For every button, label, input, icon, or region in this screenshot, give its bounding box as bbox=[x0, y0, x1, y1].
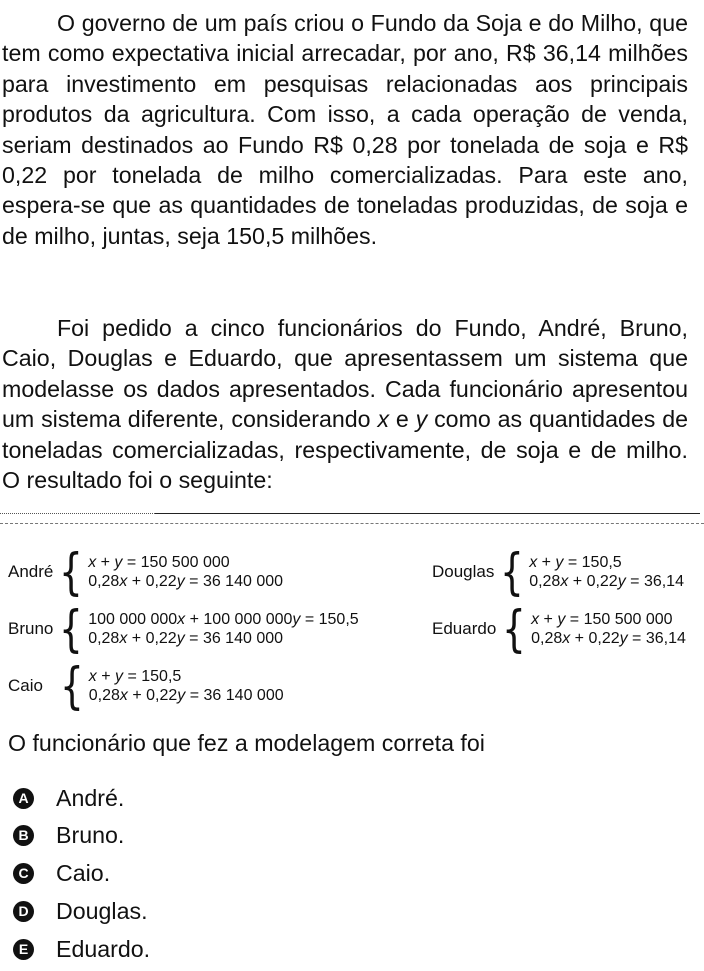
brace-symbol: { bbox=[59, 657, 84, 715]
option-e-badge: E bbox=[13, 939, 34, 960]
system-bruno-equation-2: 0,28x + 0,22y = 36 140 000 bbox=[88, 630, 284, 647]
brace-symbol: { bbox=[59, 600, 84, 658]
system-andre-equation-2: 0,28x + 0,22y = 36 140 000 bbox=[88, 573, 284, 590]
system-bruno-equation-1: 100 000 000x + 100 000 000y = 150,5 bbox=[88, 611, 359, 628]
system-caio-equation-2: 0,28x + 0,22y = 36 140 000 bbox=[88, 687, 284, 704]
system-caio-name: Caio bbox=[8, 676, 43, 695]
option-b[interactable] bbox=[13, 820, 124, 850]
option-c-badge: C bbox=[13, 863, 34, 884]
system-douglas-equation-2: 0,28x + 0,22y = 36,14 bbox=[529, 573, 684, 590]
option-b-badge: B bbox=[13, 825, 34, 846]
brace-symbol: { bbox=[500, 543, 525, 601]
option-a-badge: A bbox=[13, 788, 34, 809]
system-bruno-name: Bruno bbox=[8, 619, 54, 638]
option-a-label: André. bbox=[56, 785, 125, 811]
option-c[interactable] bbox=[13, 858, 110, 888]
separator-dashed bbox=[0, 523, 704, 524]
option-d-badge: D bbox=[13, 901, 34, 922]
brace-symbol: { bbox=[59, 543, 84, 601]
system-caio-equation-1: x + y = 150,5 bbox=[88, 668, 182, 685]
system-eduardo bbox=[432, 600, 686, 658]
option-e-label: Eduardo. bbox=[56, 936, 151, 962]
separator-solid bbox=[155, 513, 700, 514]
system-bruno bbox=[8, 600, 359, 658]
system-eduardo-equation-1: x + y = 150 500 000 bbox=[531, 611, 673, 628]
option-a[interactable] bbox=[13, 783, 124, 813]
option-d[interactable] bbox=[13, 896, 148, 926]
option-b-label: Bruno. bbox=[56, 822, 125, 848]
brace-symbol: { bbox=[502, 600, 527, 658]
system-eduardo-equation-2: 0,28x + 0,22y = 36,14 bbox=[531, 630, 686, 647]
separator-dotted bbox=[0, 513, 155, 514]
system-douglas bbox=[432, 543, 684, 601]
system-douglas-equation-1: x + y = 150,5 bbox=[529, 554, 622, 571]
system-douglas-name: Douglas bbox=[432, 562, 495, 581]
system-andre bbox=[8, 543, 284, 601]
option-c-label: Caio. bbox=[56, 860, 111, 886]
paragraph-intro: O governo de um país criou o Fundo da Soja e do Milho, que tem como expectativa inicial arrecadar, por ano, R$ 36,14 milhões para investimento em pesquisas relacionadas aos principais produtos da agricultura. Com isso, a cada operação de venda, seriam destinados ao Fundo R$ 0,28 por tonelada de soja e R$ 0,22 por tonelada de milho comercializadas. Para este ano, espera-se que as quantidades de toneladas produzidas, de soja e de milho, juntas, seja 150,5 milhões. bbox=[2, 10, 688, 249]
paragraph-employees: Foi pedido a cinco funcionários do Fundo, André, Bruno, Caio, Douglas e Eduardo, que apresentassem um sistema que modelasse os dados apresentados. Cada funcionário apresentou um sistema diferente, considerando x e y como as quantidades de toneladas comercializadas, respectivamente, de soja e de milho. O resultado foi o seguinte: bbox=[2, 315, 688, 494]
system-andre-name: André bbox=[8, 562, 54, 581]
system-caio bbox=[8, 657, 284, 715]
system-eduardo-name: Eduardo bbox=[432, 619, 497, 638]
option-d-label: Douglas. bbox=[56, 898, 148, 924]
question-text: O funcionário que fez a modelagem correta foi bbox=[8, 730, 485, 756]
system-andre-equation-1: x + y = 150 500 000 bbox=[88, 554, 230, 571]
option-e[interactable] bbox=[13, 934, 150, 964]
